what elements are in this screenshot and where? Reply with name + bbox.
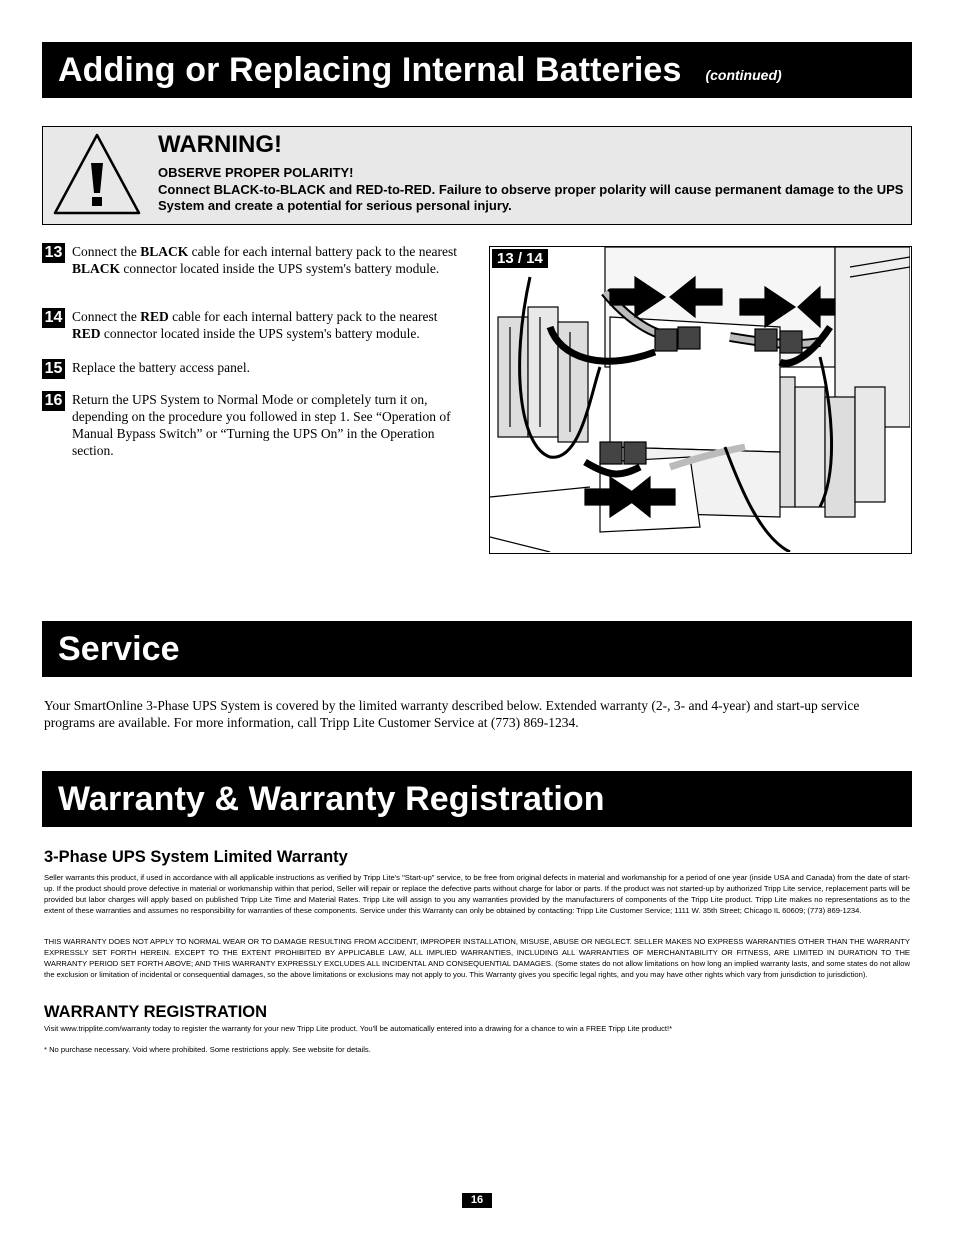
step-number: 15 bbox=[42, 359, 65, 379]
warranty-registration-heading: WARRANTY REGISTRATION bbox=[44, 1003, 268, 1021]
step-15 bbox=[42, 359, 462, 376]
section-banner-warranty bbox=[42, 771, 912, 827]
battery-diagram-image bbox=[490, 247, 910, 552]
warning-box bbox=[42, 126, 912, 225]
step-text: Return the UPS System to Normal Mode or completely turn it on, depending on the procedure you followed in step 1. See “Operation of Manual Bypass Switch” or “Turning the UPS On” in the Operation section. bbox=[72, 392, 451, 458]
warning-subtitle: OBSERVE PROPER POLARITY! bbox=[158, 165, 354, 180]
section-title-service: Service bbox=[58, 629, 180, 668]
step-text: Connect the BLACK cable for each internal battery pack to the nearest BLACK connector located inside the UPS system's battery module. bbox=[72, 244, 457, 276]
step-14 bbox=[42, 308, 462, 342]
page-number: 16 bbox=[462, 1193, 492, 1208]
warning-title: WARNING! bbox=[158, 131, 282, 158]
battery-connection-figure bbox=[489, 246, 912, 554]
step-number: 16 bbox=[42, 391, 65, 411]
warranty-paragraph-1: Seller warrants this product, if used in accordance with all applicable instructions as verified by Tripp Lite's "Start-up" service, to be free from original defects in material and workmanship for a period of one year (inside USA and Canada) from the date of start-up. If the product should prove defective in material or workmanship within that period, Seller will repair or replace the defective parts without charge for labor or parts. If the product was not started-up by authorized Tripp Lite service, replacement parts will be provided but labor charges will apply based on published Tripp Lite Time and Material Rates. Tripp Lite will assign to you any warranties provided by the manufacturers of components of the Tripp Lite product. Tripp Lite makes no representations as to the extent of these warranties and assumes no responsibility for warranties of these components. Service under this Warranty can only be obtained by contacting: Tripp Lite Customer Service; 1111 W. 35th Street; Chicago IL 60609; (773) 869-1234. bbox=[44, 873, 910, 915]
warranty-paragraph-2: THIS WARRANTY DOES NOT APPLY TO NORMAL WEAR OR TO DAMAGE RESULTING FROM ACCIDENT, IMPROPER INSTALLATION, MISUSE, ABUSE OR NEGLECT. SELLER MAKES NO EXPRESS WARRANTIES OTHER THAN THE WARRANTY EXPRESSLY SET FORTH HEREIN. EXCEPT TO THE EXTENT PROHIBITED BY APPLICABLE LAW, ALL IMPLIED WARRANTIES, INCLUDING ALL WARRANTIES OF MERCHANTABILITY OR FITNESS, ARE LIMITED IN DURATION TO THE WARRANTY PERIOD SET FORTH ABOVE; AND THIS WARRANTY EXPRESSLY EXCLUDES ALL INCIDENTAL AND CONSEQUENTIAL DAMAGES. (Some states do not allow limitations on how long an implied warranty lasts, and some states do not allow the exclusion or limitation of incidental or consequential damages, so the above limitations or exclusions may not apply to you. This Warranty gives you specific legal rights, and you may have other rights which vary from jurisdiction to jurisdiction). bbox=[44, 937, 910, 979]
step-text: Connect the RED cable for each internal battery pack to the nearest RED connector located inside the UPS system's battery module. bbox=[72, 309, 438, 341]
section-banner-batteries bbox=[42, 42, 912, 98]
step-13 bbox=[42, 243, 462, 277]
warranty-heading: 3-Phase UPS System Limited Warranty bbox=[44, 848, 348, 866]
section-banner-service bbox=[42, 621, 912, 677]
warranty-registration-text: Visit www.tripplite.com/warranty today to register the warranty for your new Tripp Lite product. You'll be automatically entered into a drawing for a chance to win a FREE Tripp Lite product!* bbox=[44, 1024, 673, 1033]
section-title-batteries: Adding or Replacing Internal Batteries bbox=[58, 50, 682, 89]
figure-label: 13 / 14 bbox=[492, 249, 548, 268]
step-text: Replace the battery access panel. bbox=[72, 360, 251, 375]
section-title-warranty: Warranty & Warranty Registration bbox=[58, 779, 605, 818]
step-number: 14 bbox=[42, 308, 65, 328]
warranty-footnote: * No purchase necessary. Void where prohibited. Some restrictions apply. See website for details. bbox=[44, 1045, 371, 1054]
continued-label: (continued) bbox=[705, 67, 782, 83]
service-paragraph: Your SmartOnline 3-Phase UPS System is covered by the limited warranty described below. Extended warranty (2-, 3- and 4-year) and start-up service programs are available. For more information, call Tripp Lite Customer Service at (773) 869-1234. bbox=[44, 698, 860, 730]
step-16 bbox=[42, 391, 462, 459]
step-number: 13 bbox=[42, 243, 65, 263]
warning-triangle-icon bbox=[51, 131, 143, 217]
warning-text: Connect BLACK-to-BLACK and RED-to-RED. Failure to observe proper polarity will cause permanent damage to the UPS System and create a potential for serious personal injury. bbox=[158, 182, 904, 213]
